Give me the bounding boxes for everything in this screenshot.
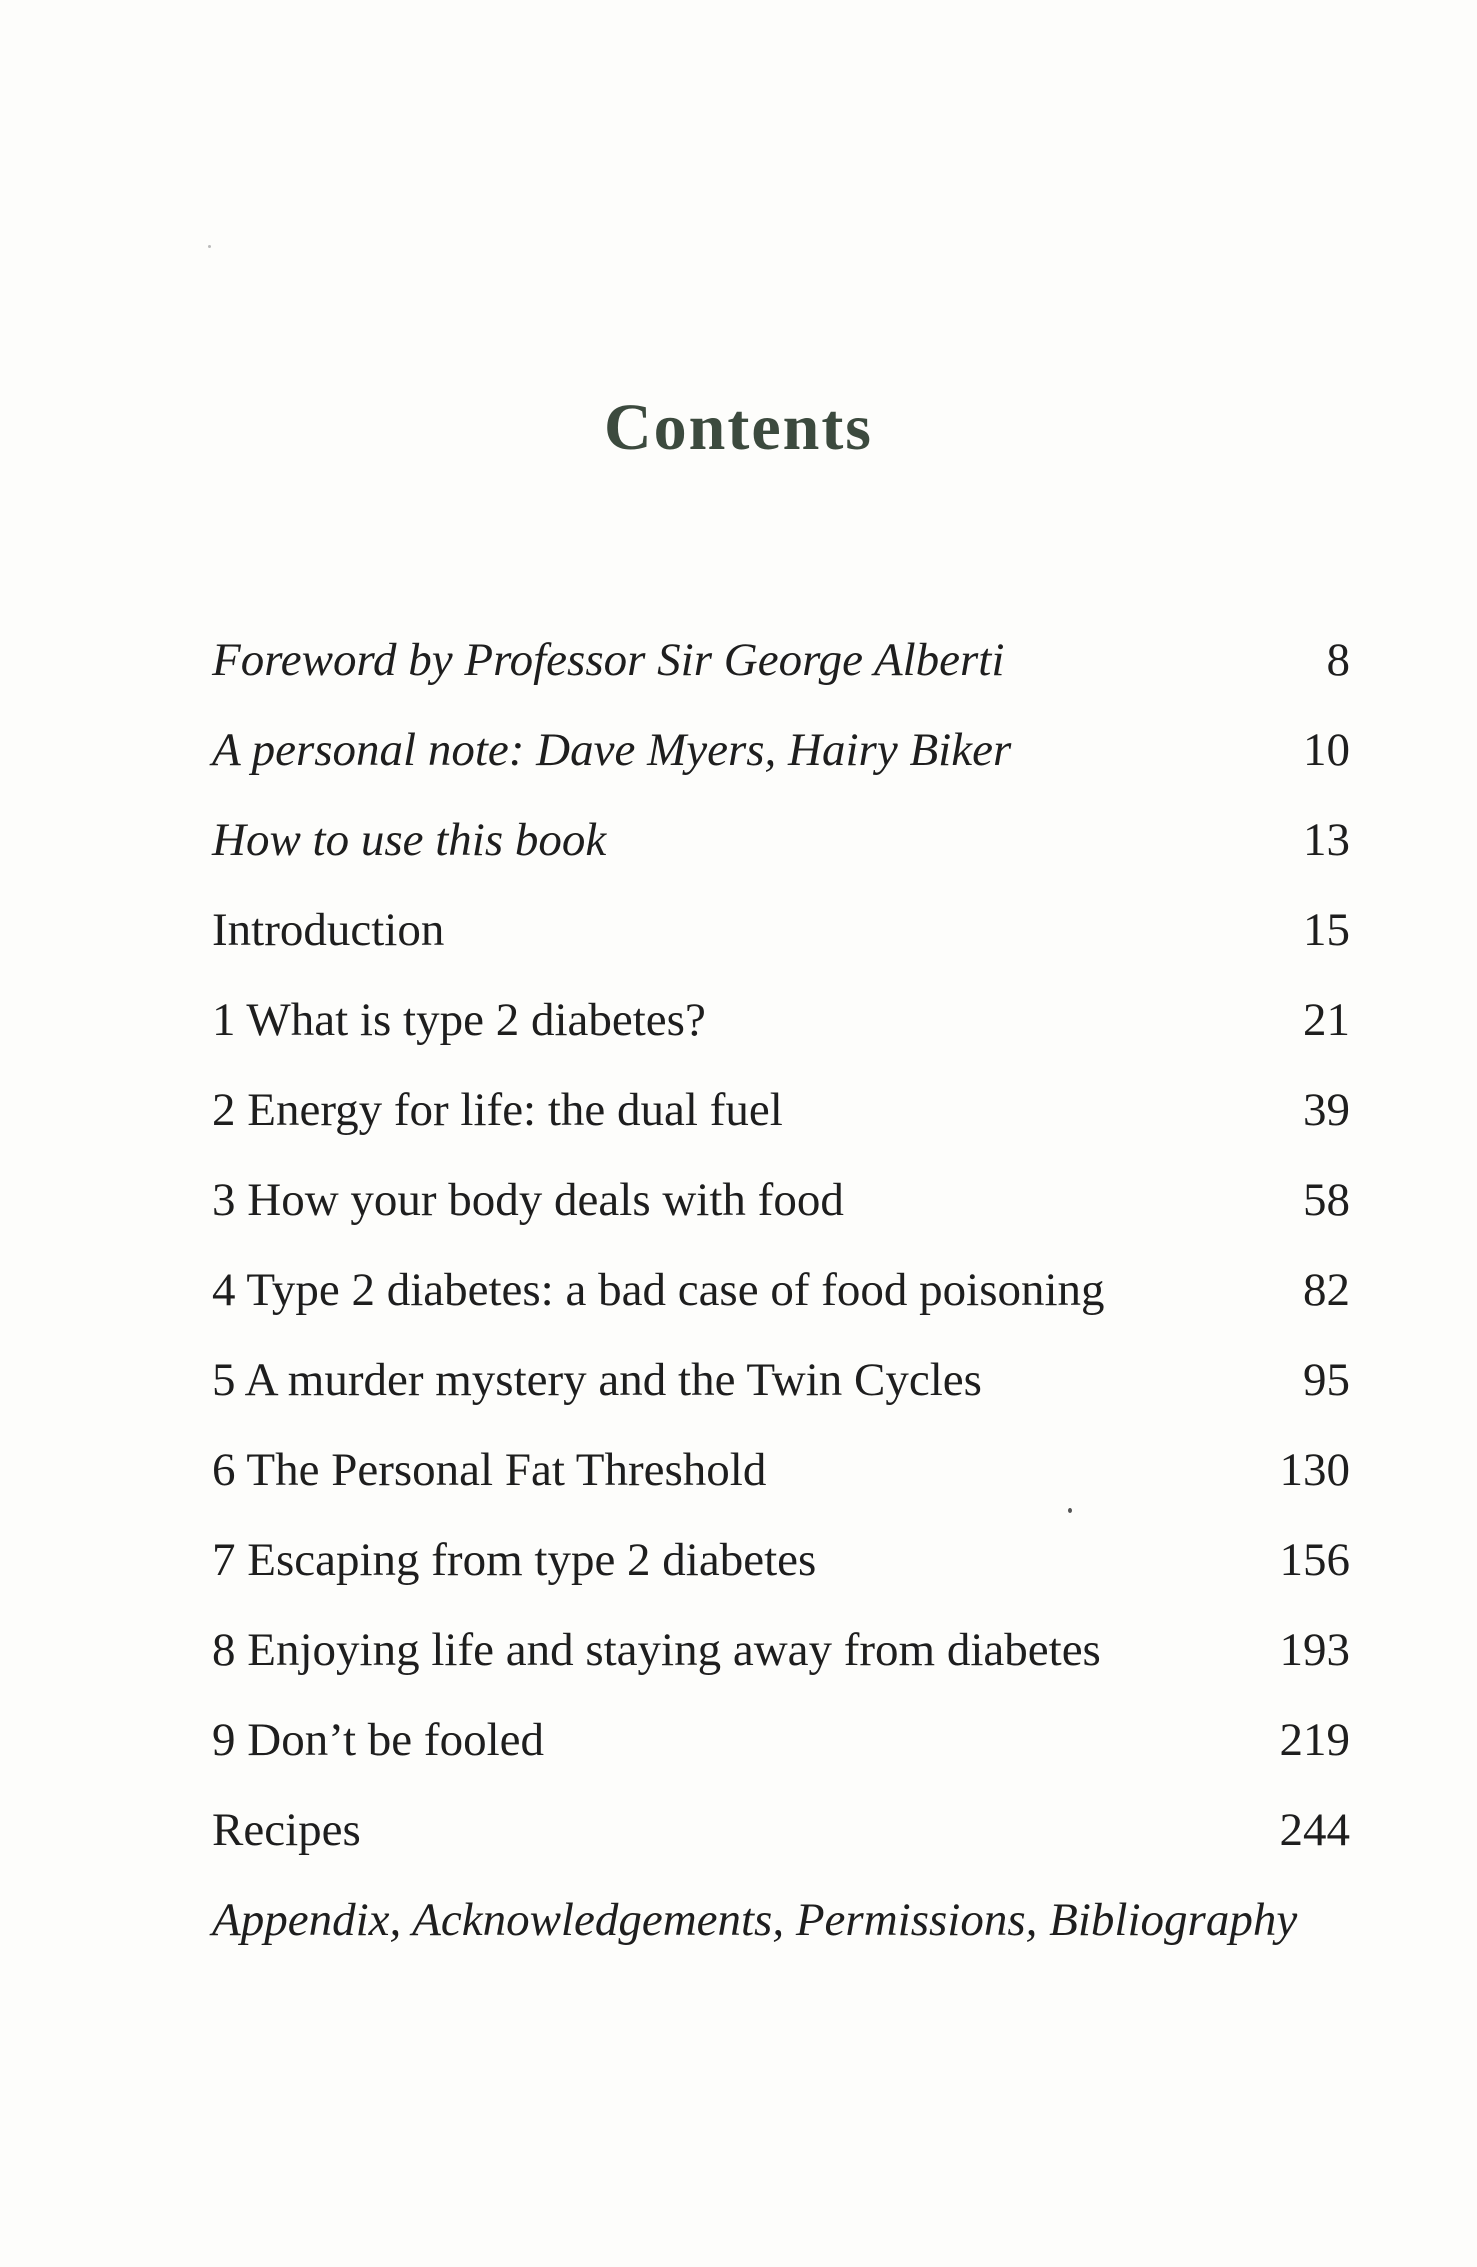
toc-entry-page: 13 [1303, 814, 1350, 866]
toc-entry-page: 82 [1303, 1264, 1350, 1316]
toc-entry-title: 1 What is type 2 diabetes? [212, 994, 706, 1046]
toc-entry-chapter-4 [212, 1245, 1350, 1335]
toc-entry-page: 15 [1303, 904, 1350, 956]
toc-entry-page: 193 [1279, 1624, 1350, 1676]
toc-entry-title: 2 Energy for life: the dual fuel [212, 1084, 783, 1136]
toc-entry-title: 6 The Personal Fat Threshold [212, 1444, 767, 1496]
print-speck [208, 245, 211, 248]
print-speck [1068, 1508, 1072, 1513]
toc-entry-title: 3 How your body deals with food [212, 1174, 844, 1226]
toc-entry-chapter-5 [212, 1335, 1350, 1425]
toc-entry-chapter-8 [212, 1605, 1350, 1695]
toc-entry-personal-note [212, 705, 1350, 795]
toc-entry-title: 8 Enjoying life and staying away from diabetes [212, 1624, 1101, 1676]
page-title: Contents [603, 391, 873, 464]
toc-entry-page: 8 [1326, 634, 1350, 686]
toc-entry-page: 21 [1303, 994, 1350, 1046]
toc-entry-title: 4 Type 2 diabetes: a bad case of food poisoning [212, 1264, 1105, 1316]
toc-entry-page: 244 [1279, 1804, 1350, 1856]
toc-entry-page: 130 [1279, 1444, 1350, 1496]
toc-entry-page: 58 [1303, 1174, 1350, 1226]
toc-entry-title: 7 Escaping from type 2 diabetes [212, 1534, 817, 1586]
toc-entry-title: Recipes [212, 1804, 361, 1856]
toc-entry-page: 156 [1279, 1534, 1350, 1586]
toc-entry-page: 95 [1303, 1354, 1350, 1406]
toc-entry-title: Foreword by Professor Sir George Alberti [212, 634, 1005, 686]
toc-entry-title: 9 Don’t be fooled [212, 1714, 544, 1766]
toc-entry-foreword [212, 615, 1350, 705]
toc-entry-chapter-6 [212, 1425, 1350, 1515]
toc-entry-chapter-2 [212, 1065, 1350, 1155]
toc-entry-chapter-1 [212, 975, 1350, 1065]
toc-entry-chapter-7 [212, 1515, 1350, 1605]
toc-entry-recipes [212, 1785, 1350, 1875]
toc-entry-title: A personal note: Dave Myers, Hairy Biker [212, 724, 1012, 776]
toc-entry-page: 10 [1303, 724, 1350, 776]
toc-entry-title: How to use this book [212, 814, 607, 866]
toc-entry-chapter-3 [212, 1155, 1350, 1245]
toc-entry-title: Introduction [212, 904, 445, 956]
toc-entry-page: 219 [1279, 1714, 1350, 1766]
table-of-contents [212, 615, 1350, 1875]
toc-entry-introduction [212, 885, 1350, 975]
toc-entry-page: 39 [1303, 1084, 1350, 1136]
toc-entry-title: 5 A murder mystery and the Twin Cycles [212, 1354, 982, 1406]
toc-entry-how-to-use [212, 795, 1350, 885]
toc-appendix-line: Appendix, Acknowledgements, Permissions, Bibliography [212, 1894, 1298, 1946]
toc-entry-chapter-9 [212, 1695, 1350, 1785]
